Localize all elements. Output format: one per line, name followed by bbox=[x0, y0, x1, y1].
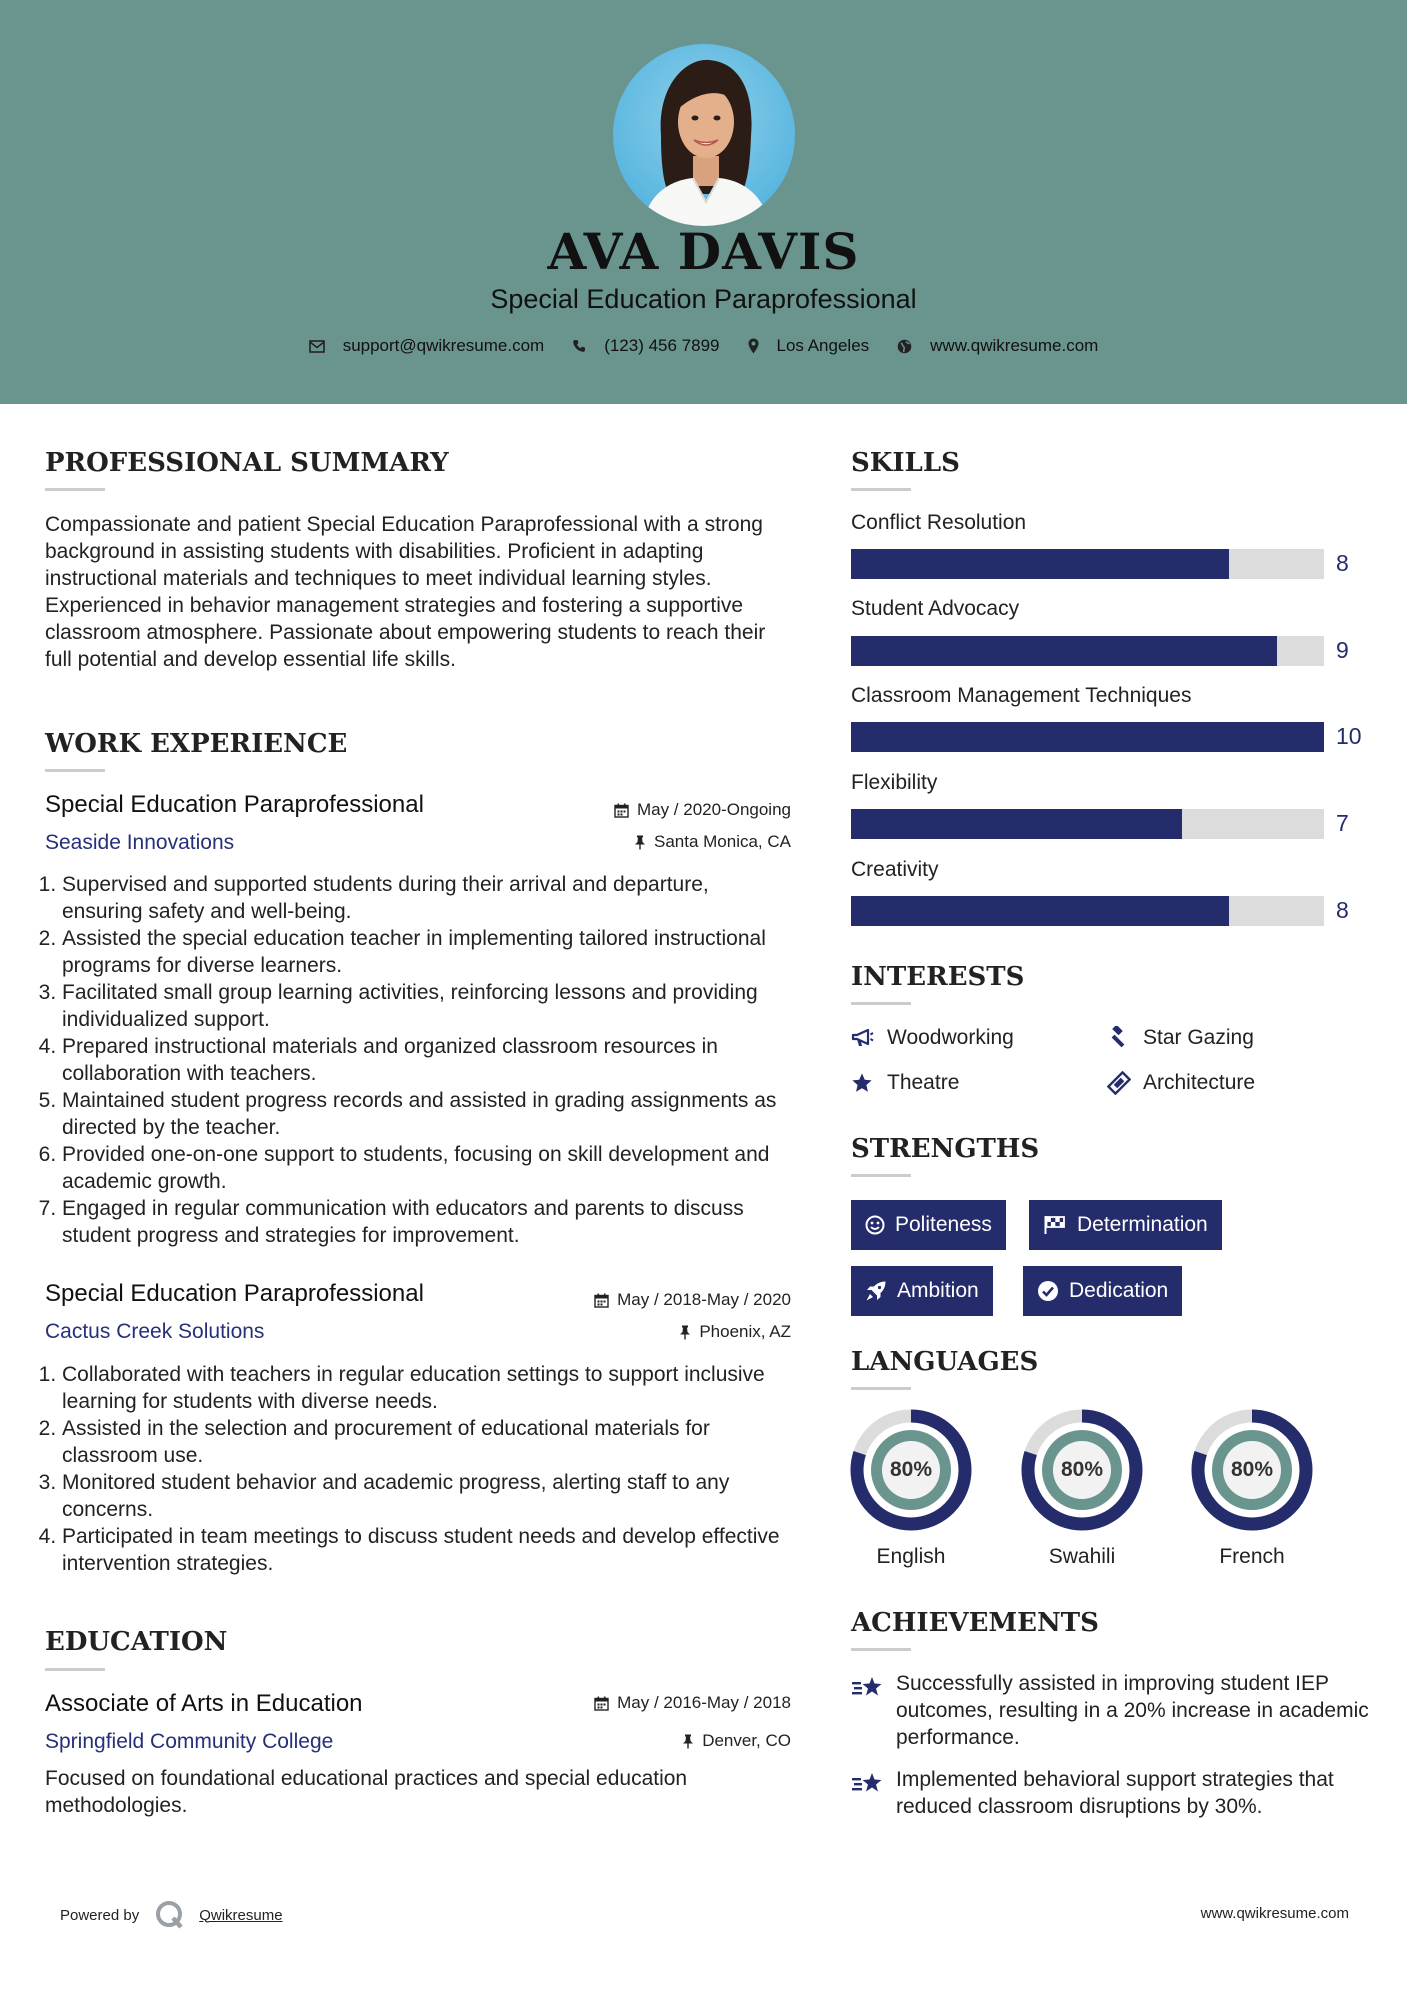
skill-value: 8 bbox=[1336, 550, 1349, 576]
star-icon bbox=[851, 1072, 887, 1094]
work-divider bbox=[45, 769, 105, 772]
strength-tag bbox=[851, 1200, 1006, 1250]
pushpin-icon bbox=[634, 835, 646, 850]
achievement-text: Implemented behavioral support strategies that reduced classroom disruptions by 30%. bbox=[896, 1768, 1334, 1818]
language-percent: 80% bbox=[1060, 1458, 1104, 1481]
megaphone-icon bbox=[851, 1028, 887, 1048]
work-heading: WORK EXPERIENCE bbox=[45, 729, 348, 759]
summary-text: Compassionate and patient Special Education Paraprofessional with a strong background in assisting students with disabilities. Proficient in adapting instructional materials and techniques to meet individual learning styles. Experienced in behavior management strategies and fostering a supportive classroom atmosphere. Passionate about empowering students to reach their full potential and develop essential life skills. bbox=[45, 513, 766, 671]
education-description: Focused on foundational educational practices and special education methodologies. bbox=[45, 1767, 688, 1817]
qwikresume-link[interactable]: Qwikresume bbox=[199, 1906, 283, 1924]
strength-label: Determination bbox=[1077, 1213, 1208, 1236]
skills-divider bbox=[851, 488, 911, 491]
header-banner bbox=[0, 0, 1407, 404]
footer-website[interactable]: www.qwikresume.com bbox=[1200, 1905, 1349, 1922]
education-divider bbox=[45, 1668, 105, 1671]
skill-bar-fill bbox=[851, 722, 1324, 752]
languages-heading: LANGUAGES bbox=[851, 1347, 1039, 1377]
language-gauge bbox=[849, 1408, 973, 1537]
language-name: Swahili bbox=[1048, 1545, 1116, 1568]
smile-icon bbox=[865, 1215, 885, 1235]
languages-divider bbox=[851, 1387, 911, 1390]
skill-value: 7 bbox=[1336, 810, 1349, 836]
avatar bbox=[613, 44, 795, 226]
job-date bbox=[500, 800, 791, 820]
calendar-icon bbox=[594, 1293, 609, 1308]
list-item: 5. Maintained student progress records and assisted in grading assignments as directed by the teacher. bbox=[62, 1087, 794, 1141]
strengths-divider bbox=[851, 1174, 911, 1177]
flag-icon bbox=[1043, 1215, 1067, 1235]
globe-icon bbox=[897, 339, 912, 354]
person-title: Special Education Paraprofessional bbox=[490, 284, 917, 314]
list-item: 6. Provided one-on-one support to students, focusing on skill development and academic growth. bbox=[62, 1141, 794, 1195]
shooting-star-icon bbox=[851, 1766, 896, 1820]
list-item: 3. Monitored student behavior and academic progress, alerting staff to any concerns. bbox=[62, 1469, 794, 1523]
skill-value: 10 bbox=[1336, 723, 1362, 749]
skill-name: Creativity bbox=[851, 858, 939, 881]
school-name: Springfield Community College bbox=[45, 1730, 334, 1753]
pushpin-icon bbox=[682, 1734, 694, 1749]
calendar-icon bbox=[614, 803, 629, 818]
job-location bbox=[500, 1322, 791, 1342]
contact-phone-text: (123) 456 7899 bbox=[604, 336, 720, 355]
skill-bar-fill bbox=[851, 549, 1229, 579]
strength-label: Politeness bbox=[895, 1213, 992, 1236]
language-gauge bbox=[1190, 1408, 1314, 1537]
person-name: AVA DAVIS bbox=[547, 222, 860, 281]
job-company: Cactus Creek Solutions bbox=[45, 1320, 265, 1343]
shooting-star-icon bbox=[851, 1670, 896, 1751]
gavel-icon bbox=[1107, 1026, 1143, 1050]
education-date bbox=[500, 1693, 791, 1713]
map-pin-icon bbox=[748, 338, 759, 354]
interest-label: Architecture bbox=[1143, 1071, 1256, 1094]
summary-divider bbox=[45, 488, 105, 491]
job-location-text: Phoenix, AZ bbox=[699, 1322, 791, 1341]
job-bullets bbox=[44, 1361, 794, 1577]
contact-location bbox=[748, 336, 870, 356]
job-company: Seaside Innovations bbox=[45, 831, 235, 854]
list-item: 2. Assisted in the selection and procurement of educational materials for classroom use. bbox=[62, 1415, 794, 1469]
degree-title: Associate of Arts in Education bbox=[45, 1690, 363, 1717]
list-item: 1. Collaborated with teachers in regular education settings to support inclusive learning for students with diverse needs. bbox=[62, 1361, 794, 1415]
strength-tag bbox=[1029, 1200, 1222, 1250]
skill-name: Conflict Resolution bbox=[851, 511, 1027, 534]
language-percent: 80% bbox=[889, 1458, 933, 1481]
rocket-icon bbox=[865, 1280, 887, 1302]
interest-item bbox=[1107, 1071, 1255, 1095]
job-date bbox=[500, 1290, 791, 1310]
achievement-item bbox=[851, 1670, 1371, 1751]
interest-item bbox=[1107, 1026, 1254, 1050]
job-location-text: Santa Monica, CA bbox=[653, 832, 791, 851]
contact-website-text: www.qwikresume.com bbox=[930, 336, 1099, 355]
strength-tag bbox=[851, 1266, 993, 1316]
ticket-icon bbox=[1107, 1071, 1143, 1095]
education-location bbox=[500, 1731, 791, 1751]
skill-bar-fill bbox=[851, 809, 1182, 839]
skill-name: Flexibility bbox=[851, 771, 938, 794]
interest-label: Theatre bbox=[887, 1071, 960, 1094]
list-item: 4. Prepared instructional materials and organized classroom resources in collaboration with teachers. bbox=[62, 1033, 794, 1087]
job-date-text: May / 2018-May / 2020 bbox=[617, 1290, 791, 1309]
contact-website[interactable] bbox=[897, 336, 1098, 356]
achievement-text: Successfully assisted in improving student IEP outcomes, resulting in a 20% increase in academic performance. bbox=[896, 1672, 1369, 1749]
pushpin-icon bbox=[679, 1325, 691, 1340]
education-date-text: May / 2016-May / 2018 bbox=[617, 1693, 791, 1712]
language-gauge bbox=[1020, 1408, 1144, 1537]
skill-name: Student Advocacy bbox=[851, 597, 1020, 620]
skill-name: Classroom Management Techniques bbox=[851, 684, 1192, 707]
list-item: 7. Engaged in regular communication with educators and parents to discuss student progress and strategies for improvement. bbox=[62, 1195, 794, 1249]
skill-bar bbox=[851, 636, 1324, 666]
list-item: 1. Supervised and supported students during their arrival and departure, ensuring safety and well-being. bbox=[62, 871, 794, 925]
contact-location-text: Los Angeles bbox=[776, 336, 870, 355]
strength-tag bbox=[1023, 1266, 1182, 1316]
contact-email[interactable] bbox=[309, 336, 545, 356]
check-circle-icon bbox=[1037, 1280, 1059, 1302]
contact-bar bbox=[0, 336, 1407, 356]
job-title: Special Education Paraprofessional bbox=[45, 791, 424, 818]
calendar-icon bbox=[594, 1696, 609, 1711]
skill-bar bbox=[851, 809, 1324, 839]
list-item: 4. Participated in team meetings to discuss student needs and develop effective intervention strategies. bbox=[62, 1523, 794, 1577]
education-location-text: Denver, CO bbox=[702, 1731, 791, 1750]
interest-label: Star Gazing bbox=[1143, 1026, 1254, 1049]
contact-phone[interactable] bbox=[572, 336, 719, 356]
achievements-divider bbox=[851, 1648, 911, 1651]
strengths-heading: STRENGTHS bbox=[851, 1134, 1040, 1164]
job-date-text: May / 2020-Ongoing bbox=[636, 800, 791, 819]
skill-bar bbox=[851, 722, 1324, 752]
job-bullets bbox=[44, 871, 794, 1249]
interests-divider bbox=[851, 1002, 911, 1005]
list-item: 2. Assisted the special education teacher in implementing tailored instructional programs for diverse learners. bbox=[62, 925, 794, 979]
interest-item bbox=[851, 1026, 1014, 1050]
language-name: English bbox=[876, 1545, 946, 1568]
language-percent: 80% bbox=[1230, 1458, 1274, 1481]
powered-by-label: Powered by bbox=[60, 1906, 140, 1924]
achievement-item bbox=[851, 1766, 1371, 1820]
job-title: Special Education Paraprofessional bbox=[45, 1280, 424, 1307]
skill-value: 8 bbox=[1336, 897, 1349, 923]
strength-label: Dedication bbox=[1069, 1279, 1169, 1302]
skill-bar-fill bbox=[851, 636, 1277, 666]
language-name: French bbox=[1219, 1545, 1285, 1568]
qwikresume-logo-icon bbox=[155, 1900, 185, 1930]
interest-label: Woodworking bbox=[887, 1026, 1014, 1049]
interests-heading: INTERESTS bbox=[851, 962, 1025, 992]
interest-item bbox=[851, 1071, 959, 1095]
skill-bar bbox=[851, 896, 1324, 926]
strength-label: Ambition bbox=[897, 1279, 979, 1302]
skill-bar-fill bbox=[851, 896, 1229, 926]
education-heading: EDUCATION bbox=[45, 1627, 228, 1657]
contact-email-text: support@qwikresume.com bbox=[342, 336, 545, 355]
job-location bbox=[500, 832, 791, 852]
footer-branding bbox=[60, 1900, 283, 1930]
skills-heading: SKILLS bbox=[851, 448, 960, 478]
achievements-heading: ACHIEVEMENTS bbox=[851, 1608, 1099, 1638]
envelope-icon bbox=[309, 340, 325, 353]
summary-heading: PROFESSIONAL SUMMARY bbox=[45, 448, 449, 478]
phone-icon bbox=[572, 339, 586, 353]
skill-value: 9 bbox=[1336, 637, 1349, 663]
skill-bar bbox=[851, 549, 1324, 579]
list-item: 3. Facilitated small group learning activities, reinforcing lessons and providing individualized support. bbox=[62, 979, 794, 1033]
